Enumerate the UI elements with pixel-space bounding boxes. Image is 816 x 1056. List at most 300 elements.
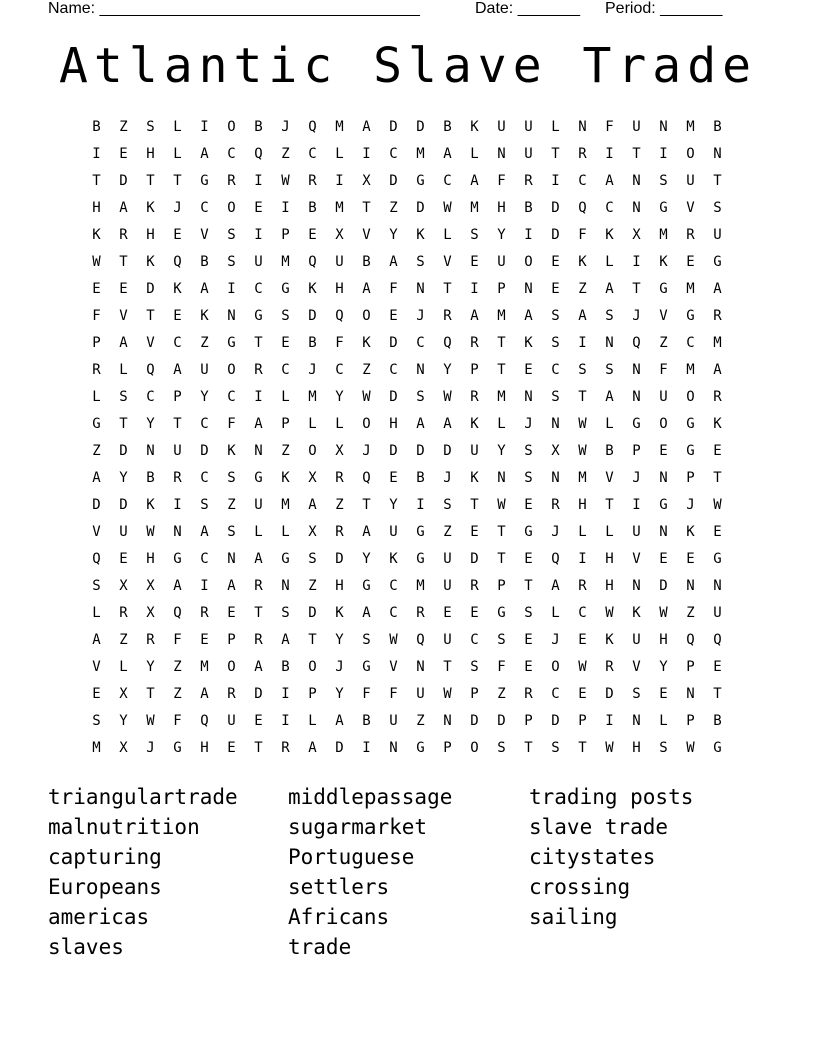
grid-letter: C xyxy=(200,550,209,567)
grid-letter: Y xyxy=(335,685,344,702)
grid-letter: U xyxy=(632,118,641,135)
grid-letter: Q xyxy=(713,631,722,648)
grid-letter: D xyxy=(200,442,209,459)
grid-letter: U xyxy=(254,496,263,513)
grid-letter: S xyxy=(524,604,533,621)
grid-letter: U xyxy=(227,712,236,729)
grid-letter: B xyxy=(92,118,101,135)
grid-letter: I xyxy=(605,145,614,162)
grid-letter: N xyxy=(578,118,587,135)
grid-letter: E xyxy=(173,307,182,324)
grid-letter: J xyxy=(281,118,290,135)
grid-letter: A xyxy=(524,307,533,324)
grid-letter: C xyxy=(200,469,209,486)
grid-letter: K xyxy=(713,415,722,432)
grid-letter: G xyxy=(632,415,641,432)
grid-letter: G xyxy=(362,577,371,594)
grid-letter: X xyxy=(632,226,641,243)
grid-letter: G xyxy=(362,658,371,675)
grid-letter: U xyxy=(200,361,209,378)
grid-letter: S xyxy=(308,550,317,567)
grid-letter: Q xyxy=(254,145,263,162)
grid-letter: W xyxy=(362,388,371,405)
grid-letter: N xyxy=(497,469,506,486)
grid-letter: C xyxy=(578,604,587,621)
grid-letter: N xyxy=(416,658,425,675)
grid-letter: F xyxy=(497,172,506,189)
grid-letter: E xyxy=(389,307,398,324)
grid-letter: A xyxy=(119,199,128,216)
grid-letter: Z xyxy=(281,145,290,162)
grid-letter: T xyxy=(443,280,452,297)
grid-letter: G xyxy=(659,280,668,297)
grid-letter: S xyxy=(497,631,506,648)
grid-letter: I xyxy=(578,550,587,567)
grid-letter: A xyxy=(362,604,371,621)
grid-letter: T xyxy=(497,334,506,351)
grid-letter: T xyxy=(470,496,479,513)
grid-letter: A xyxy=(254,415,263,432)
grid-letter: V xyxy=(659,307,668,324)
grid-letter: S xyxy=(605,307,614,324)
grid-letter: K xyxy=(470,118,479,135)
grid-row xyxy=(83,491,731,518)
grid-row xyxy=(83,221,731,248)
grid-letter: Y xyxy=(362,550,371,567)
grid-letter: P xyxy=(578,712,587,729)
grid-letter: J xyxy=(146,739,155,756)
grid-letter: E xyxy=(524,361,533,378)
grid-row xyxy=(83,302,731,329)
grid-row xyxy=(83,329,731,356)
grid-letter: U xyxy=(632,631,641,648)
grid-letter: K xyxy=(200,307,209,324)
grid-letter: T xyxy=(362,199,371,216)
grid-row xyxy=(83,626,731,653)
grid-row xyxy=(83,194,731,221)
grid-letter: C xyxy=(254,280,263,297)
grid-letter: J xyxy=(362,442,371,459)
grid-letter: K xyxy=(362,334,371,351)
grid-letter: G xyxy=(659,199,668,216)
grid-letter: F xyxy=(389,685,398,702)
grid-letter: D xyxy=(551,226,560,243)
grid-letter: S xyxy=(416,253,425,270)
grid-letter: D xyxy=(254,685,263,702)
grid-letter: F xyxy=(173,631,182,648)
grid-letter: P xyxy=(281,415,290,432)
grid-letter: O xyxy=(308,442,317,459)
grid-row xyxy=(83,572,731,599)
grid-letter: S xyxy=(416,388,425,405)
word-list-item: capturing xyxy=(48,845,162,869)
grid-letter: N xyxy=(632,172,641,189)
grid-letter: A xyxy=(92,631,101,648)
grid-letter: N xyxy=(632,361,641,378)
grid-letter: T xyxy=(146,172,155,189)
grid-letter: U xyxy=(497,118,506,135)
grid-letter: Y xyxy=(119,469,128,486)
grid-letter: P xyxy=(524,712,533,729)
grid-letter: R xyxy=(227,685,236,702)
page-title: Atlantic Slave Trade xyxy=(59,38,757,94)
grid-letter: T xyxy=(713,469,722,486)
grid-letter: S xyxy=(551,739,560,756)
grid-letter: N xyxy=(632,712,641,729)
grid-letter: G xyxy=(713,550,722,567)
grid-letter: A xyxy=(308,739,317,756)
grid-letter: A xyxy=(200,685,209,702)
grid-letter: K xyxy=(416,226,425,243)
grid-letter: A xyxy=(254,550,263,567)
grid-letter: U xyxy=(713,226,722,243)
grid-letter: T xyxy=(497,523,506,540)
grid-letter: C xyxy=(416,334,425,351)
grid-letter: I xyxy=(524,226,533,243)
grid-letter: C xyxy=(173,334,182,351)
grid-letter: N xyxy=(443,712,452,729)
grid-letter: O xyxy=(308,658,317,675)
grid-letter: R xyxy=(119,226,128,243)
grid-letter: R xyxy=(578,145,587,162)
grid-letter: S xyxy=(632,685,641,702)
word-list-item: slaves xyxy=(48,935,124,959)
grid-letter: I xyxy=(281,712,290,729)
grid-letter: K xyxy=(632,604,641,621)
grid-letter: S xyxy=(119,388,128,405)
grid-letter: R xyxy=(254,631,263,648)
grid-letter: W xyxy=(713,496,722,513)
grid-letter: W xyxy=(497,496,506,513)
grid-letter: R xyxy=(686,226,695,243)
grid-letter: T xyxy=(497,550,506,567)
word-list-item: settlers xyxy=(288,875,390,899)
grid-letter: S xyxy=(524,469,533,486)
grid-letter: E xyxy=(308,226,317,243)
grid-letter: Q xyxy=(200,712,209,729)
grid-letter: Z xyxy=(362,361,371,378)
grid-letter: N xyxy=(632,199,641,216)
grid-letter: D xyxy=(389,442,398,459)
grid-letter: G xyxy=(173,550,182,567)
grid-letter: N xyxy=(254,442,263,459)
grid-letter: G xyxy=(281,550,290,567)
grid-letter: L xyxy=(605,253,614,270)
grid-letter: R xyxy=(470,388,479,405)
grid-letter: H xyxy=(146,145,155,162)
grid-letter: L xyxy=(173,145,182,162)
grid-letter: L xyxy=(605,523,614,540)
grid-letter: S xyxy=(281,604,290,621)
grid-letter: S xyxy=(227,523,236,540)
grid-letter: K xyxy=(578,253,587,270)
grid-letter: W xyxy=(605,604,614,621)
grid-letter: M xyxy=(686,361,695,378)
grid-row xyxy=(83,113,731,140)
grid-letter: C xyxy=(281,361,290,378)
grid-letter: C xyxy=(389,145,398,162)
grid-letter: S xyxy=(470,226,479,243)
grid-letter: B xyxy=(146,469,155,486)
grid-letter: E xyxy=(551,280,560,297)
grid-row xyxy=(83,140,731,167)
grid-letter: M xyxy=(497,388,506,405)
grid-letter: B xyxy=(308,334,317,351)
grid-letter: Q xyxy=(362,469,371,486)
grid-letter: T xyxy=(254,739,263,756)
grid-letter: C xyxy=(146,388,155,405)
grid-letter: Q xyxy=(578,199,587,216)
grid-letter: C xyxy=(389,361,398,378)
grid-letter: N xyxy=(551,415,560,432)
grid-letter: T xyxy=(173,415,182,432)
grid-letter: L xyxy=(281,388,290,405)
grid-letter: P xyxy=(173,388,182,405)
grid-letter: A xyxy=(443,145,452,162)
grid-letter: S xyxy=(551,388,560,405)
grid-row xyxy=(83,410,731,437)
grid-letter: H xyxy=(389,415,398,432)
grid-letter: U xyxy=(119,523,128,540)
grid-letter: S xyxy=(146,118,155,135)
grid-letter: A xyxy=(200,280,209,297)
grid-letter: Z xyxy=(686,604,695,621)
grid-letter: G xyxy=(416,172,425,189)
grid-letter: I xyxy=(227,280,236,297)
word-list-column xyxy=(288,782,452,962)
grid-letter: T xyxy=(146,685,155,702)
grid-letter: K xyxy=(605,226,614,243)
grid-letter: U xyxy=(443,631,452,648)
grid-letter: E xyxy=(713,523,722,540)
grid-letter: H xyxy=(335,280,344,297)
word-list-item: sailing xyxy=(529,905,618,929)
grid-letter: N xyxy=(281,577,290,594)
grid-letter: Q xyxy=(632,334,641,351)
grid-letter: R xyxy=(281,739,290,756)
grid-letter: X xyxy=(335,226,344,243)
grid-letter: A xyxy=(200,145,209,162)
grid-letter: O xyxy=(362,307,371,324)
grid-letter: I xyxy=(281,685,290,702)
grid-letter: L xyxy=(443,226,452,243)
grid-letter: K xyxy=(686,523,695,540)
grid-letter: I xyxy=(551,172,560,189)
grid-letter: N xyxy=(713,145,722,162)
grid-letter: Y xyxy=(119,712,128,729)
grid-letter: T xyxy=(578,739,587,756)
word-list-item: trading posts xyxy=(529,785,694,809)
grid-letter: M xyxy=(578,469,587,486)
grid-letter: U xyxy=(254,253,263,270)
grid-letter: I xyxy=(632,496,641,513)
grid-letter: K xyxy=(389,550,398,567)
grid-letter: W xyxy=(443,199,452,216)
grid-letter: K xyxy=(470,469,479,486)
grid-letter: B xyxy=(713,118,722,135)
grid-letter: O xyxy=(524,253,533,270)
grid-letter: I xyxy=(659,145,668,162)
grid-letter: E xyxy=(551,253,560,270)
grid-letter: S xyxy=(524,442,533,459)
grid-letter: P xyxy=(308,685,317,702)
grid-letter: G xyxy=(416,523,425,540)
grid-letter: M xyxy=(497,307,506,324)
grid-letter: C xyxy=(605,199,614,216)
grid-letter: E xyxy=(470,253,479,270)
grid-letter: Z xyxy=(335,496,344,513)
grid-letter: S xyxy=(92,577,101,594)
grid-letter: P xyxy=(686,469,695,486)
grid-letter: U xyxy=(389,523,398,540)
grid-letter: G xyxy=(686,307,695,324)
word-list-column xyxy=(48,782,238,962)
grid-letter: B xyxy=(443,118,452,135)
grid-letter: S xyxy=(227,469,236,486)
grid-letter: N xyxy=(416,280,425,297)
grid-letter: F xyxy=(389,280,398,297)
grid-letter: K xyxy=(146,253,155,270)
word-list-item: americas xyxy=(48,905,150,929)
grid-letter: K xyxy=(146,496,155,513)
word-list-item: trade xyxy=(288,935,352,959)
grid-letter: B xyxy=(362,253,371,270)
grid-letter: A xyxy=(362,118,371,135)
grid-letter: T xyxy=(119,415,128,432)
grid-letter: D xyxy=(605,685,614,702)
grid-letter: O xyxy=(227,118,236,135)
grid-letter: V xyxy=(605,469,614,486)
grid-letter: U xyxy=(524,118,533,135)
grid-letter: D xyxy=(551,199,560,216)
grid-letter: J xyxy=(173,199,182,216)
grid-letter: E xyxy=(659,442,668,459)
grid-letter: X xyxy=(335,442,344,459)
grid-letter: B xyxy=(605,442,614,459)
grid-letter: A xyxy=(713,361,722,378)
grid-letter: W xyxy=(443,685,452,702)
grid-letter: W xyxy=(146,523,155,540)
grid-letter: V xyxy=(146,334,155,351)
grid-letter: R xyxy=(713,307,722,324)
grid-letter: Z xyxy=(92,442,101,459)
grid-letter: E xyxy=(254,199,263,216)
grid-letter: K xyxy=(659,253,668,270)
grid-letter: E xyxy=(686,550,695,567)
worksheet-header xyxy=(48,0,768,20)
grid-letter: Z xyxy=(443,523,452,540)
grid-row xyxy=(83,518,731,545)
grid-letter: V xyxy=(200,226,209,243)
grid-letter: O xyxy=(659,415,668,432)
grid-letter: C xyxy=(200,199,209,216)
grid-letter: H xyxy=(632,739,641,756)
grid-letter: D xyxy=(308,307,317,324)
grid-letter: P xyxy=(227,631,236,648)
grid-letter: N xyxy=(524,388,533,405)
grid-letter: V xyxy=(362,226,371,243)
grid-letter: C xyxy=(389,577,398,594)
word-list-item: sugarmarket xyxy=(288,815,428,839)
grid-letter: Q xyxy=(416,631,425,648)
grid-letter: E xyxy=(227,604,236,621)
grid-letter: K xyxy=(92,226,101,243)
grid-letter: N xyxy=(713,577,722,594)
grid-letter: D xyxy=(119,442,128,459)
grid-letter: U xyxy=(686,172,695,189)
grid-letter: I xyxy=(632,253,641,270)
name-field-label: Name: ____________________________________ xyxy=(48,0,420,17)
grid-letter: R xyxy=(605,658,614,675)
grid-letter: S xyxy=(200,496,209,513)
grid-letter: G xyxy=(686,442,695,459)
grid-letter: W xyxy=(443,388,452,405)
grid-letter: D xyxy=(416,442,425,459)
grid-row xyxy=(83,464,731,491)
grid-row xyxy=(83,248,731,275)
grid-letter: D xyxy=(308,604,317,621)
grid-letter: R xyxy=(146,631,155,648)
grid-letter: L xyxy=(173,118,182,135)
grid-row xyxy=(83,356,731,383)
grid-letter: R xyxy=(254,577,263,594)
grid-letter: N xyxy=(632,577,641,594)
grid-letter: W xyxy=(605,739,614,756)
grid-letter: Y xyxy=(497,226,506,243)
grid-letter: K xyxy=(605,631,614,648)
grid-letter: A xyxy=(470,172,479,189)
grid-letter: Z xyxy=(281,442,290,459)
grid-letter: R xyxy=(470,334,479,351)
grid-letter: X xyxy=(551,442,560,459)
grid-letter: D xyxy=(497,712,506,729)
grid-row xyxy=(83,599,731,626)
grid-letter: K xyxy=(146,199,155,216)
grid-letter: T xyxy=(632,280,641,297)
grid-letter: D xyxy=(416,118,425,135)
grid-letter: K xyxy=(281,469,290,486)
grid-letter: Q xyxy=(173,604,182,621)
grid-letter: W xyxy=(92,253,101,270)
grid-row xyxy=(83,734,731,761)
grid-letter: B xyxy=(254,118,263,135)
grid-letter: F xyxy=(659,361,668,378)
grid-letter: I xyxy=(362,739,371,756)
grid-letter: I xyxy=(200,577,209,594)
grid-letter: D xyxy=(416,199,425,216)
grid-letter: G xyxy=(713,739,722,756)
grid-letter: L xyxy=(308,712,317,729)
grid-letter: B xyxy=(362,712,371,729)
grid-letter: A xyxy=(605,172,614,189)
grid-letter: P xyxy=(92,334,101,351)
grid-letter: C xyxy=(389,604,398,621)
grid-letter: A xyxy=(227,577,236,594)
grid-letter: C xyxy=(551,685,560,702)
grid-letter: S xyxy=(497,739,506,756)
grid-letter: L xyxy=(659,712,668,729)
grid-letter: Z xyxy=(173,658,182,675)
grid-letter: X xyxy=(308,469,317,486)
grid-letter: E xyxy=(173,226,182,243)
grid-letter: D xyxy=(389,172,398,189)
grid-letter: A xyxy=(443,415,452,432)
grid-letter: M xyxy=(686,118,695,135)
grid-letter: R xyxy=(173,469,182,486)
grid-letter: T xyxy=(173,172,182,189)
grid-letter: V xyxy=(632,658,641,675)
grid-letter: T xyxy=(524,739,533,756)
